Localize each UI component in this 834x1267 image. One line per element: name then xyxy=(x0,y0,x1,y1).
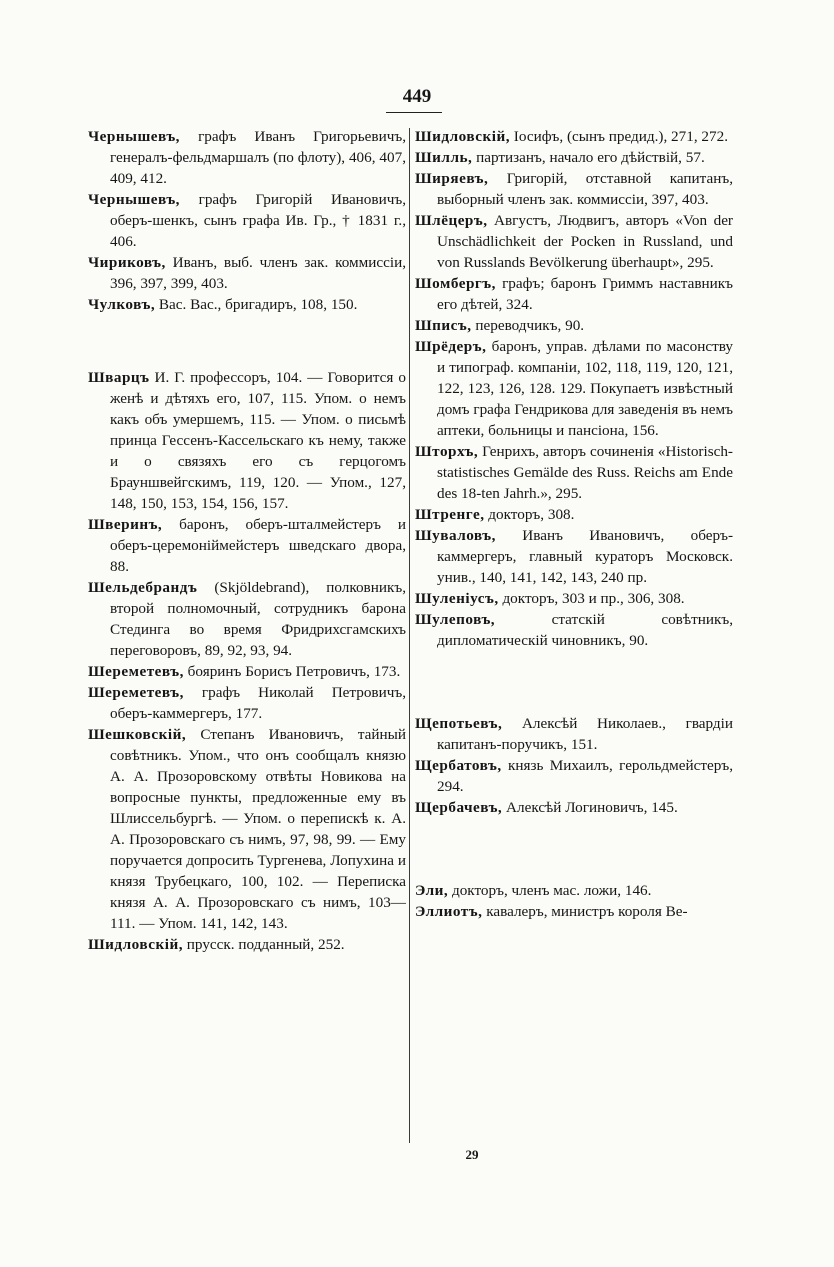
entry-headword: Эли, xyxy=(415,882,449,899)
page-number: 449 xyxy=(402,86,432,107)
entry-headword: Шомбергъ, xyxy=(415,275,496,292)
index-entry xyxy=(415,713,733,755)
entry-headword: Шверинъ, xyxy=(88,516,163,533)
index-entry xyxy=(88,514,406,577)
entry-headword: Шрёдеръ, xyxy=(415,338,487,355)
entry-text: переводчикъ, 90. xyxy=(471,317,585,334)
index-entry xyxy=(415,880,733,901)
index-entry xyxy=(415,901,733,922)
entry-text: князь Михаилъ, герольдмейстеръ, 294. xyxy=(437,757,733,795)
entry-headword: Шварцъ xyxy=(88,369,150,386)
entry-headword: Шторхъ, xyxy=(415,443,479,460)
entry-text: бояринъ Борисъ Петровичъ, 173. xyxy=(183,663,401,680)
page-number-rule xyxy=(386,112,442,113)
entry-text: Иванъ Ивановичъ, оберъ-каммергеръ, главный кураторъ Московск. унив., 140, 141, 142, 143, 240 пр. xyxy=(437,527,733,586)
index-entry xyxy=(88,934,406,955)
index-entry xyxy=(415,588,733,609)
entry-headword: Чулковъ, xyxy=(88,296,156,313)
entry-headword: Шписъ, xyxy=(415,317,472,334)
index-column-right xyxy=(415,126,733,922)
entry-text: кавалеръ, министръ короля Ве- xyxy=(482,903,688,920)
entry-text: графъ; баронъ Гриммъ наставникъ его дѣтей, 324. xyxy=(437,275,733,313)
index-entry xyxy=(88,189,406,252)
entry-text: статскій совѣтникъ, дипломатическій чиновникъ, 90. xyxy=(437,611,733,649)
entry-text: Августъ, Людвигъ, авторъ «Von der Unschädlichkeit der Pocken in Russland, und von Russlands Bevölkerung überhaupt», 295. xyxy=(437,212,733,271)
index-entry xyxy=(415,147,733,168)
entry-headword: Щербатовъ, xyxy=(415,757,502,774)
entry-text: графъ Николай Петровичъ, оберъ-каммергеръ, 177. xyxy=(110,684,406,722)
section-gap xyxy=(415,651,733,713)
signature-mark: 29 xyxy=(465,1147,479,1162)
index-column-left xyxy=(88,126,406,955)
index-entry xyxy=(415,525,733,588)
index-entry xyxy=(415,210,733,273)
entry-text: Алексѣй Логиновичъ, 145. xyxy=(502,799,678,816)
entry-headword: Шлёцеръ, xyxy=(415,212,488,229)
entry-text: докторъ, 308. xyxy=(484,506,575,523)
entry-text: докторъ, членъ мас. ложи, 146. xyxy=(448,882,652,899)
entry-text: графъ Иванъ Григорьевичъ, генералъ-фельдмаршалъ (по флоту), 406, 407, 409, 412. xyxy=(110,128,406,187)
entry-headword: Шуленіусъ, xyxy=(415,590,499,607)
entry-text: Алексѣй Николаев., гвардіи капитанъ-поручикъ, 151. xyxy=(437,715,733,753)
entry-headword: Щепотьевъ, xyxy=(415,715,503,732)
entry-text: Генрихъ, авторъ сочиненія «Historisch-statistisches Gemälde des Russ. Reichs am Ende des 18-ten Jahrh.», 295. xyxy=(437,443,733,502)
entry-headword: Шидловскій, xyxy=(415,128,510,145)
index-entry xyxy=(88,724,406,934)
entry-headword: Шешковскій, xyxy=(88,726,187,743)
entry-text: Вас. Вас., бригадиръ, 108, 150. xyxy=(155,296,358,313)
entry-headword: Шидловскій, xyxy=(88,936,183,953)
entry-headword: Чириковъ, xyxy=(88,254,166,271)
section-gap xyxy=(88,315,406,367)
entry-text: Степанъ Ивановичъ, тайный совѣтникъ. Упом., что онъ сообщалъ князю А. А. Прозоровскому отвѣты Новикова на вопросные пункты, предложенные ему въ Шлиссельбургѣ. — Упом. о перепискѣ к. А. А. Прозоровскаго съ нимъ, 97, 98, 99. — Ему поручается допросить Тургенева, Лопухина и князя Трубецкаго, 100, 102. — Переписка князя А. А. Прозоровскаго съ нимъ, 103—111. — Упом. 141, 142, 143. xyxy=(110,726,406,932)
index-entry xyxy=(415,273,733,315)
index-entry xyxy=(415,504,733,525)
entry-text: Іосифъ, (сынъ предид.), 271, 272. xyxy=(510,128,729,145)
entry-headword: Шуваловъ, xyxy=(415,527,496,544)
section-gap xyxy=(415,818,733,880)
index-entry xyxy=(88,294,406,315)
index-entry xyxy=(88,126,406,189)
index-entry xyxy=(88,577,406,661)
entry-text: графъ Григорій Ивановичъ, оберъ-шенкъ, сынъ графа Ив. Гр., † 1831 г., 406. xyxy=(110,191,406,250)
entry-headword: Шулеповъ, xyxy=(415,611,496,628)
entry-text: докторъ, 303 и пр., 306, 308. xyxy=(498,590,685,607)
entry-headword: Ширяевъ, xyxy=(415,170,489,187)
entry-text: Григорій, отставной капитанъ, выборный членъ зак. коммиссіи, 397, 403. xyxy=(437,170,733,208)
entry-text: И. Г. профессоръ, 104. — Говорится о женѣ и дѣтяхъ его, 107, 115. Упом. о немъ какъ объ умершемъ, 115. — Упом. о письмѣ принца Гессенъ-Кассельскаго къ нему, также и о связяхъ его съ герцогомъ Брауншвейгскимъ, 119, 120. — Упом., 127, 148, 150, 153, 154, 156, 157. xyxy=(110,369,406,512)
entry-headword: Шереметевъ, xyxy=(88,663,184,680)
entry-headword: Чернышевъ, xyxy=(88,191,180,208)
entry-text: (Skjöldebrand), полковникъ, второй полномочный, сотрудникъ барона Стединга во время Фридрихсгамскихъ переговоровъ, 89, 92, 93, 94. xyxy=(110,579,406,659)
entry-text: партизанъ, начало его дѣйствій, 57. xyxy=(472,149,705,166)
entry-text: Иванъ, выб. членъ зак. коммиссіи, 396, 397, 399, 403. xyxy=(110,254,406,292)
index-entry xyxy=(415,441,733,504)
entry-headword: Эллиотъ, xyxy=(415,903,483,920)
index-entry xyxy=(88,252,406,294)
entry-headword: Шилль, xyxy=(415,149,473,166)
index-entry xyxy=(88,682,406,724)
entry-headword: Шельдебрандъ xyxy=(88,579,198,596)
index-entry xyxy=(415,336,733,441)
index-entry xyxy=(415,168,733,210)
index-entry xyxy=(415,126,733,147)
entry-headword: Щербачевъ, xyxy=(415,799,503,816)
index-entry xyxy=(415,609,733,651)
index-entry xyxy=(415,755,733,797)
index-entry xyxy=(415,797,733,818)
entry-headword: Чернышевъ, xyxy=(88,128,180,145)
entry-headword: Штренге, xyxy=(415,506,485,523)
index-entry xyxy=(88,367,406,514)
index-entry xyxy=(415,315,733,336)
index-entry xyxy=(88,661,406,682)
entry-text: прусск. подданный, 252. xyxy=(183,936,345,953)
entry-headword: Шереметевъ, xyxy=(88,684,184,701)
entry-text: баронъ, оберъ-шталмейстеръ и оберъ-церемоніймейстеръ шведскаго двора, 88. xyxy=(110,516,406,575)
column-divider xyxy=(409,128,410,1143)
entry-text: баронъ, управ. дѣлами по масонству и типограф. компаніи, 102, 118, 119, 120, 121, 122, 123, 126, 128. 129. Покупаетъ извѣстный домъ графа Гендрикова для заведенія въ немъ аптеки, больницы и пансіона, 156. xyxy=(437,338,733,439)
